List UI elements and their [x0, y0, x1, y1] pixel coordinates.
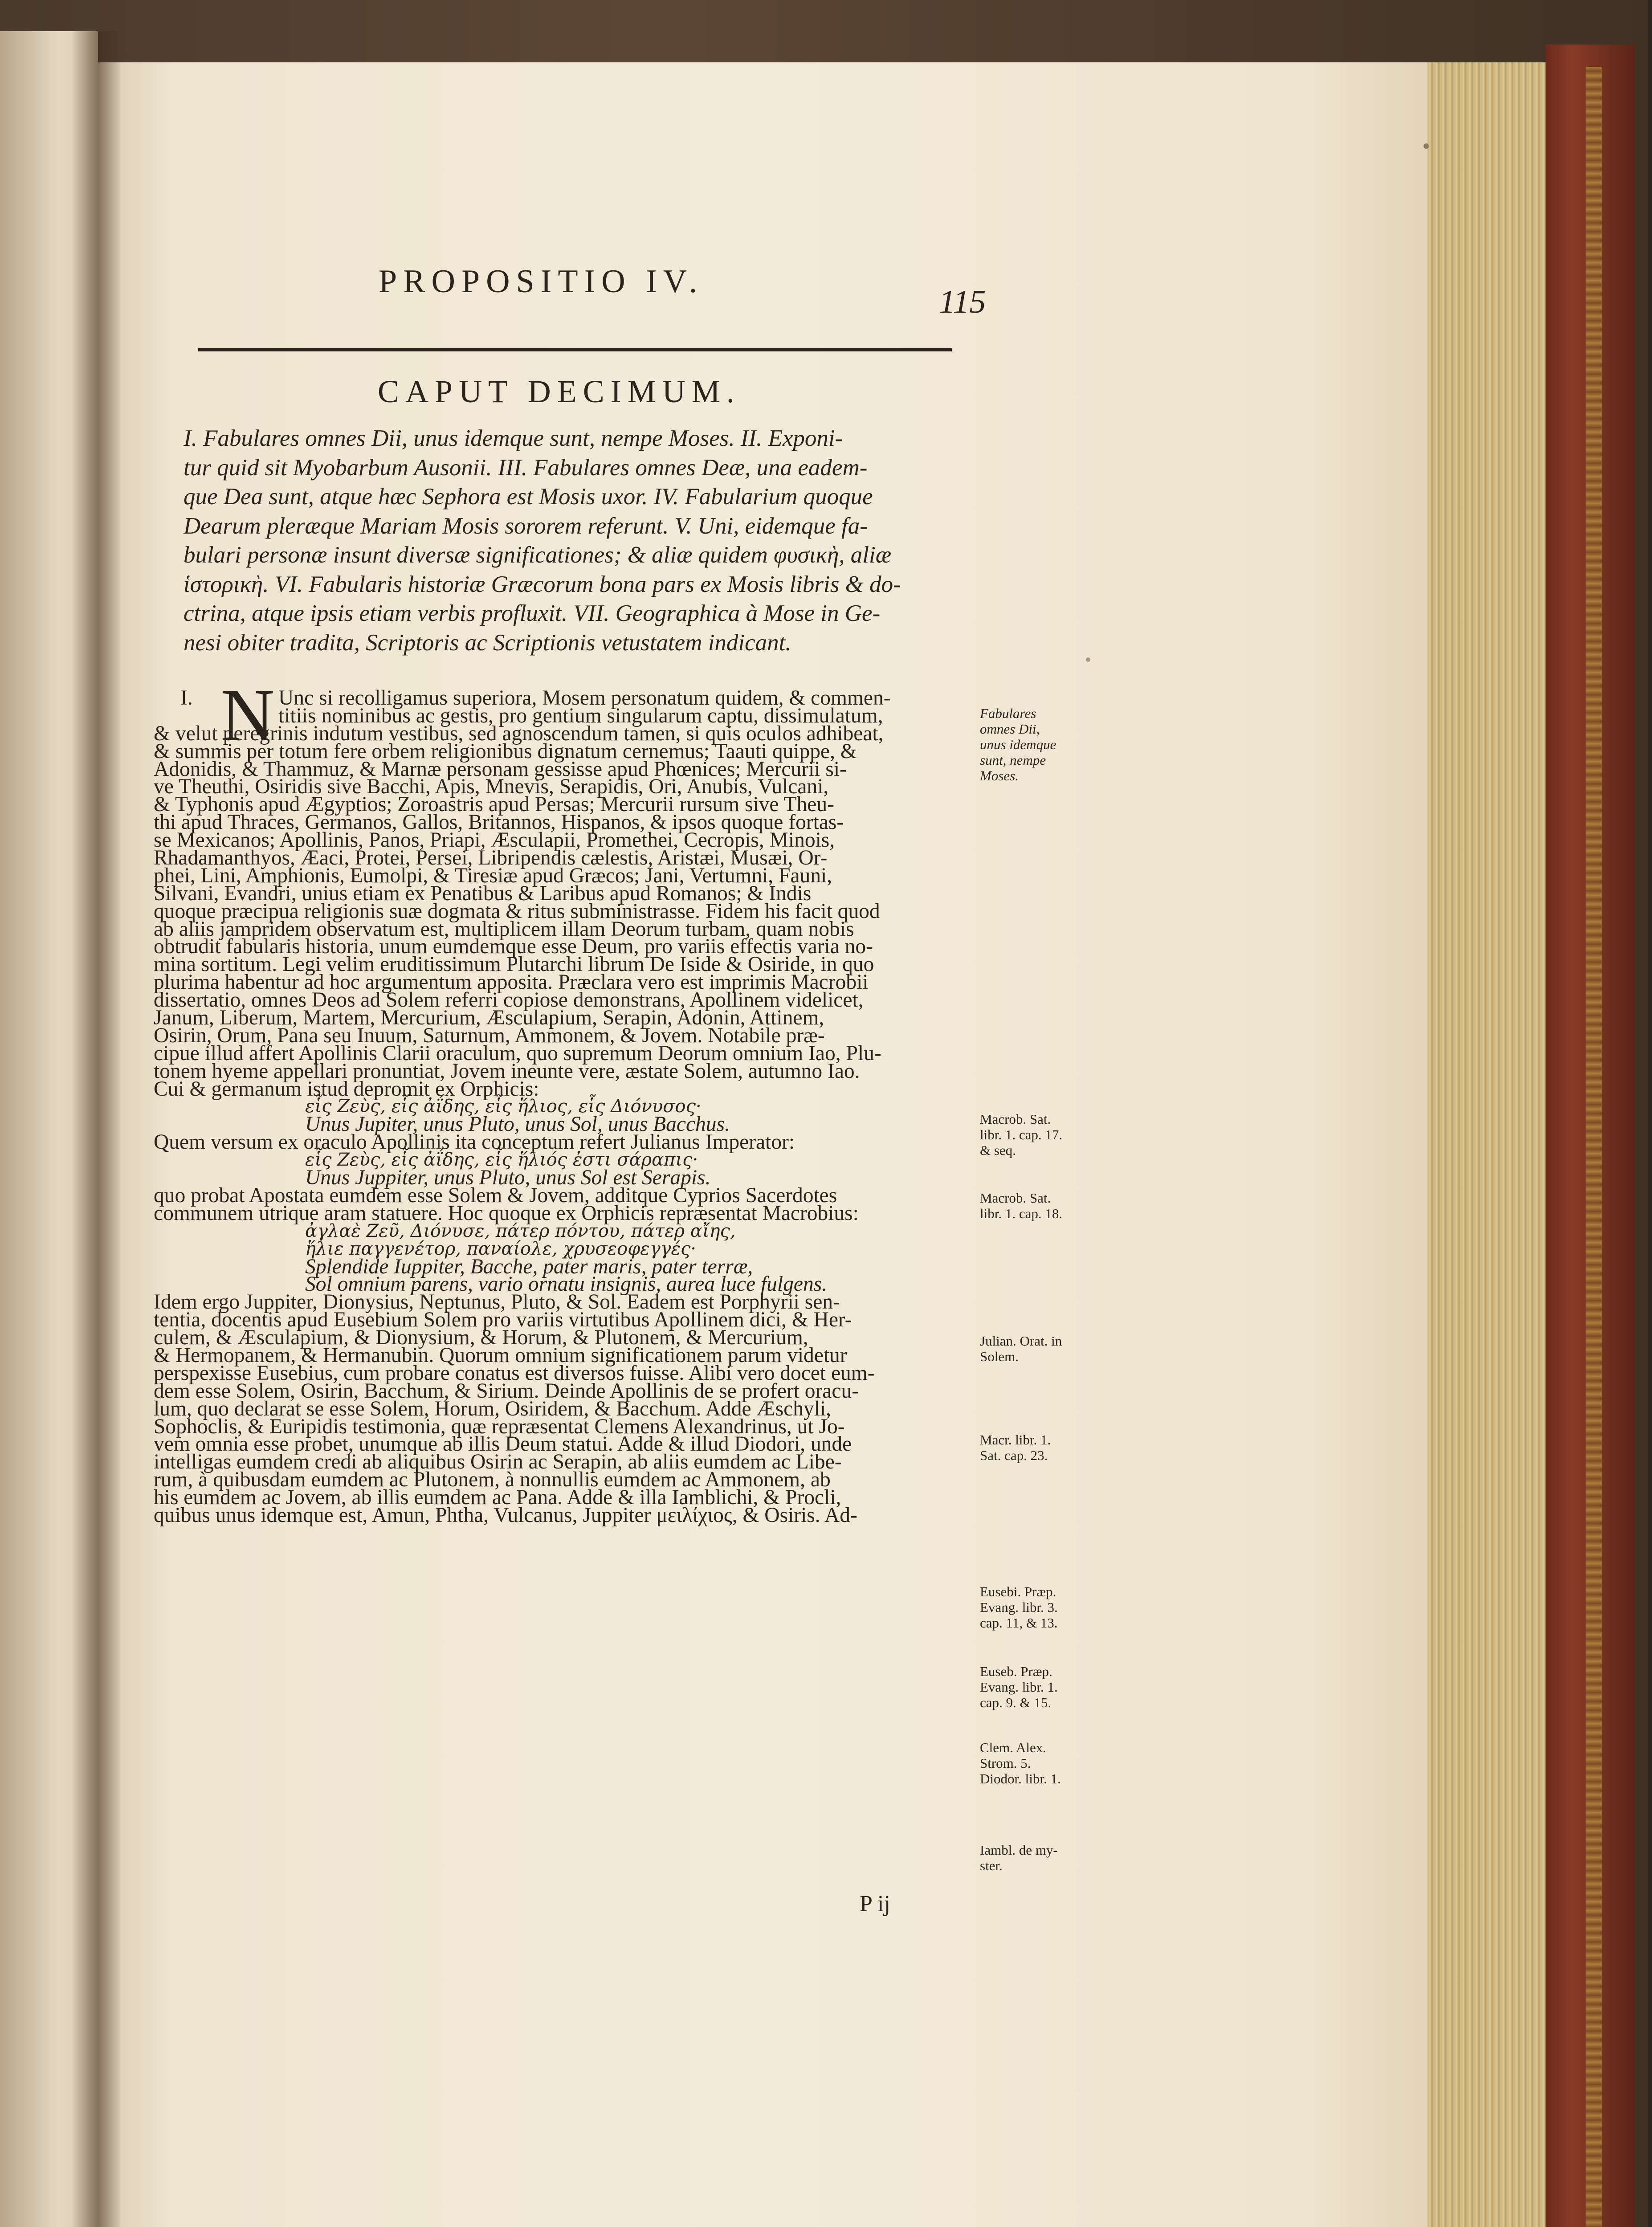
- summary-line: que Dea sunt, atque hæc Sephora est Mosis uxor. IV. Fabularium quoque: [184, 484, 873, 510]
- marginal-line: Iambl. de my-: [980, 1842, 1058, 1858]
- marginal-line: Clem. Alex.: [980, 1740, 1046, 1755]
- marginal-line: libr. 1. cap. 18.: [980, 1206, 1063, 1221]
- marginal-line: Eusebi. Præp.: [980, 1584, 1056, 1599]
- body-line: plurima habentur ad hoc argumentum apposita. Præclara vero est imprimis Macrobii: [154, 971, 869, 994]
- marginal-line: Macrob. Sat.: [980, 1190, 1051, 1206]
- marginal-note: [980, 1333, 1082, 1364]
- body-line: dissertatio, omnes Deos ad Solem referri copiose demonstrans, Apollinem videlicet,: [154, 988, 864, 1012]
- body-line: & Hermopanem, & Hermanubin. Quorum omnium significationem parum videtur: [154, 1343, 847, 1367]
- marginal-line: Diodor. libr. 1.: [980, 1771, 1061, 1786]
- verse-greek: ἥλιε παγγενέτορ, παναίολε, χρυσεοφεγγές·: [305, 1238, 697, 1259]
- marginal-line: Macr. libr. 1.: [980, 1432, 1051, 1448]
- marginal-line: libr. 1. cap. 17.: [980, 1127, 1063, 1142]
- page-number: 115: [939, 284, 986, 320]
- body-line: Cui & germanum istud depromit ex Orphicis:: [154, 1077, 539, 1101]
- paper-spot: [1086, 657, 1090, 662]
- body-line: & velut peregrinis indutum vestibus, sed agnoscendum tamen, si quis oculos adhibeat,: [154, 722, 884, 745]
- marginal-note: [980, 1740, 1082, 1786]
- marginal-line: Sat. cap. 23.: [980, 1448, 1048, 1463]
- body-line: ve Theuthi, Osiridis sive Bacchi, Apis, Mnevis, Serapidis, Ori, Anubis, Vulcani,: [154, 775, 829, 799]
- marginal-line: Julian. Orat. in: [980, 1333, 1062, 1349]
- ink-spot: [1424, 143, 1429, 149]
- marginal-line: Macrob. Sat.: [980, 1111, 1051, 1127]
- running-head: PROPOSITIO IV.: [379, 263, 704, 300]
- body-line: Sophoclis, & Euripidis testimonia, quæ repræsentat Clemens Alexandrinus, ut Jo-: [154, 1415, 845, 1438]
- body-line: quoque præcipua religionis suæ dogmata & ritus subministrasse. Fidem his facit quod: [154, 899, 880, 923]
- body-line: Idem ergo Juppiter, Dionysius, Neptunus, Pluto, & Sol. Eadem est Porphyrii sen-: [154, 1290, 840, 1314]
- body-line: Quem versum ex oraculo Apollinis ita conceptum refert Julianus Imperator:: [154, 1130, 795, 1154]
- verse-greek: εἷς Ζεὺς, εἷς ἀΐδης, εἷς ἥλιος, εἷς Διόνυσος·: [305, 1096, 702, 1117]
- marginal-line: Moses.: [980, 768, 1019, 783]
- body-line: his eumdem ac Jovem, ab illis eumdem ac Pana. Adde & illa Iamblichi, & Procli,: [154, 1486, 841, 1509]
- marginal-line: cap. 11, & 13.: [980, 1615, 1058, 1631]
- summary-line: I. Fabulares omnes Dii, unus idemque sunt, nempe Moses. II. Exponi-: [184, 425, 843, 451]
- marginal-note: [980, 1111, 1082, 1158]
- marginal-note: [980, 1664, 1082, 1710]
- body-line: cipue illud affert Apollinis Clarii oraculum, quo supremum Deorum omnium Iao, Plu-: [154, 1041, 881, 1065]
- marginal-note: [980, 1432, 1082, 1463]
- body-line: quibus unus idemque est, Amun, Phtha, Vulcanus, Juppiter μειλίχιος, & Osiris. Ad-: [154, 1503, 857, 1527]
- body-line: lum, quo declarat se esse Solem, Horum, Osiridem, & Bacchum. Adde Æschyli,: [154, 1397, 832, 1420]
- body-line: Unc si recolligamus superiora, Mosem personatum quidem, & commen-: [278, 686, 891, 710]
- body-line: Osirin, Orum, Pana seu Inuum, Saturnum, Ammonem, & Jovem. Notabile præ-: [154, 1024, 825, 1047]
- marginal-line: cap. 9. & 15.: [980, 1695, 1052, 1710]
- chapter-summary: [184, 424, 981, 657]
- verse-latin: Sol omnium parens, vario ornatu insignis, aurea luce fulgens.: [305, 1273, 828, 1296]
- body-text: [154, 674, 980, 1527]
- body-line: Adonidis, & Thammuz, & Marnæ personam gessisse apud Phœnices; Mercurii si-: [154, 757, 847, 781]
- marginal-note: [980, 1584, 1082, 1631]
- body-line: tentia, docentis apud Eusebium Solem pro variis virtutibus Apollinem dici, & Her-: [154, 1308, 852, 1332]
- chapter-title: CAPUT DECIMUM.: [378, 374, 741, 409]
- verse-greek: εἷς Ζεὺς, εἷς ἀΐδης, εἷς ἥλιός ἐστι σάραπις·: [305, 1150, 698, 1171]
- body-line: mina sortitum. Legi velim eruditissimum Plutarchi librum De Iside & Osiride, in quo: [154, 953, 874, 976]
- body-line: ab aliis jampridem observatum est, multiplicem illam Deorum turbam, quam nobis: [154, 917, 854, 941]
- body-line: obtrudit fabularis historia, unum eumdemque esse Deum, pro variis effectis varia no-: [154, 935, 873, 959]
- verse-latin: Unus Juppiter, unus Pluto, unus Sol est Serapis.: [305, 1166, 711, 1190]
- summary-line: ἱστορικὴ. VI. Fabularis historiæ Græcorum bona pars ex Mosis libris & do-: [184, 571, 901, 597]
- marginal-note: [980, 706, 1082, 783]
- marginal-note: [980, 1842, 1082, 1873]
- marginal-line: Evang. libr. 3.: [980, 1599, 1058, 1615]
- body-line: thi apud Thraces, Germanos, Gallos, Britannos, Hispanos, & ipsos quoque fortas-: [154, 811, 844, 834]
- summary-line: Dearum pleræque Mariam Mosis sororem referunt. V. Uni, eidemque fa-: [184, 513, 868, 539]
- body-line: & Typhonis apud Ægyptios; Zoroastris apud Persas; Mercurii rursum sive Theu-: [154, 793, 834, 816]
- marginal-line: Euseb. Præp.: [980, 1664, 1052, 1679]
- body-line: Rhadamanthyos, Æaci, Protei, Persei, Libripendis cælestis, Aristæi, Musæi, Or-: [154, 846, 828, 870]
- body-line: tonem hyeme appellari pronuntiat, Jovem ineunte vere, æstate Solem, autumno Iao.: [154, 1059, 860, 1083]
- marginal-line: Solem.: [980, 1349, 1019, 1364]
- body-line: Silvani, Evandri, unius etiam ex Penatibus & Laribus apud Romanos; & Indis: [154, 881, 812, 905]
- body-line: vem omnia esse probet, unumque ab illis Deum statui. Adde & illud Diodori, unde: [154, 1432, 852, 1456]
- page-fore-edge: [1428, 62, 1552, 2227]
- body-line: & summis per totum fere orbem religionibus dignatum cernemus; Taauti quippe, &: [154, 739, 857, 763]
- body-line: perspexisse Eusebius, cum probare conatus est diversos fuisse. Alibi vero docet eum-: [154, 1361, 875, 1385]
- body-line: Janum, Liberum, Martem, Mercurium, Æsculapium, Serapin, Adonin, Attinem,: [154, 1006, 824, 1030]
- body-line: phei, Lini, Amphionis, Eumolpi, & Tiresiæ apud Græcos; Jani, Vertumni, Fauni,: [154, 864, 832, 887]
- marginal-line: sunt, nempe: [980, 752, 1046, 768]
- gilt-border-decoration: [1586, 67, 1602, 2227]
- paragraph-opening: [154, 686, 980, 727]
- marginal-line: & seq.: [980, 1142, 1016, 1158]
- marginal-line: unus idemque: [980, 737, 1056, 752]
- body-line: culem, & Æsculapium, & Dionysium, & Horum, & Plutonem, & Mercurium,: [154, 1326, 808, 1350]
- marginal-line: omnes Dii,: [980, 721, 1040, 737]
- marginal-line: Strom. 5.: [980, 1755, 1031, 1771]
- summary-line: ctrina, atque ipsis etiam verbis profluxit. VII. Geographica à Mose in Ge-: [184, 600, 881, 626]
- verse-latin: Splendide Iuppiter, Bacche, pater maris, pater terræ,: [305, 1255, 753, 1278]
- summary-line: nesi obiter tradita, Scriptoris ac Scriptionis vetustatem indicant.: [184, 629, 791, 656]
- marginal-line: Fabulares: [980, 706, 1036, 721]
- section-number: I.: [180, 686, 193, 710]
- body-line: titiis nominibus ac gestis, pro gentium singularum captu, dissimulatum,: [278, 704, 883, 727]
- body-line: dem esse Solem, Osirin, Bacchum, & Sirium. Deinde Apollinis de se profert oracu-: [154, 1379, 859, 1403]
- signature-mark: P ij: [860, 1891, 890, 1917]
- gutter-shadow: [71, 31, 120, 2227]
- body-line: quo probat Apostata eumdem esse Solem & Jovem, additque Cyprios Sacerdotes: [154, 1183, 837, 1207]
- marginal-note: [980, 1190, 1082, 1221]
- verse-latin: Unus Jupiter, unus Pluto, unus Sol, unus Bacchus.: [305, 1113, 730, 1136]
- verse-greek: ἀγλαὲ Ζεῦ, Διόνυσε, πάτερ πόντου, πάτερ αἴης,: [305, 1220, 736, 1241]
- body-line: rum, à quibusdam eumdem ac Plutonem, à nonnullis eumdem ac Ammonem, ab: [154, 1468, 831, 1492]
- marginal-line: Evang. libr. 1.: [980, 1679, 1058, 1695]
- body-line: intelligas eumdem credi ab aliquibus Osirin ac Serapin, ab aliis eumdem ac Libe-: [154, 1450, 842, 1474]
- summary-line: bulari personæ insunt diversæ significationes; & aliæ quidem φυσικὴ, aliæ: [184, 542, 892, 568]
- summary-line: tur quid sit Myobarbum Ausonii. III. Fabulares omnes Deæ, una eadem-: [184, 454, 868, 481]
- body-line: communem utrique aram statuere. Hoc quoque ex Orphicis repræsentat Macrobius:: [154, 1201, 859, 1225]
- drop-cap: N: [220, 674, 275, 757]
- header-rule: [198, 348, 952, 351]
- marginal-line: ster.: [980, 1858, 1003, 1873]
- body-line: se Mexicanos; Apollinis, Panos, Priapi, Æsculapii, Promethei, Cecropis, Minois,: [154, 828, 835, 852]
